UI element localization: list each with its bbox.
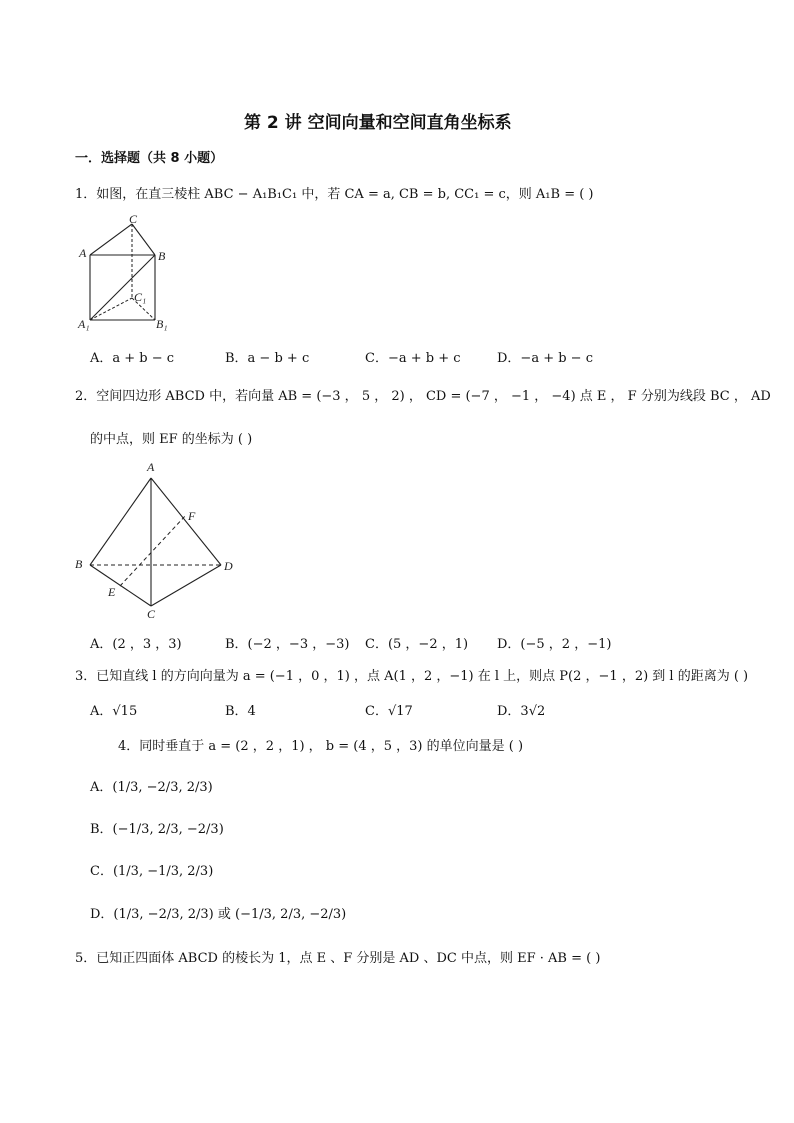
edge-CD xyxy=(151,565,221,606)
question-2-option-d[interactable]: D．(−5 ，2 ，−1) xyxy=(497,637,612,652)
question-2-tetrahedron-figure xyxy=(72,458,242,622)
page-title: 第 2 讲 空间向量和空间直角坐标系 xyxy=(244,113,512,133)
question-3-option-c[interactable]: C．√17 xyxy=(365,704,413,719)
label-B: B xyxy=(158,249,166,263)
segment-EF xyxy=(120,515,186,586)
question-2-option-a[interactable]: A．(2 ，3 ，3) xyxy=(90,637,182,652)
question-2-option-c[interactable]: C．(5 ，−2 ，1) xyxy=(365,637,469,652)
label-A1: A₁ xyxy=(78,317,90,331)
question-1-option-d[interactable]: D．−a + b − c xyxy=(497,351,593,366)
question-2-stem-line2: 的中点，则 EF 的坐标为 ( ) xyxy=(90,432,253,447)
label-C: C xyxy=(147,607,156,621)
section-heading: 一．选择题（共 8 小题） xyxy=(75,151,224,166)
question-5-stem: 5．已知正四面体 ABCD 的棱长为 1，点 E 、F 分别是 AD 、DC 中点，则 EF · AB = ( ) xyxy=(75,951,601,966)
edge-AD xyxy=(151,478,221,565)
question-4-option-b[interactable]: B．(−1/3, 2/3, −2/3) xyxy=(90,822,224,837)
question-1-prism-figure xyxy=(72,214,182,336)
label-A: A xyxy=(147,460,155,474)
question-1-option-a[interactable]: A．a + b − c xyxy=(90,351,175,366)
edge-CB xyxy=(132,224,155,255)
label-E: E xyxy=(108,585,116,599)
label-D: D xyxy=(224,559,233,573)
question-4-stem: 4．同时垂直于 a = (2 ，2 ，1) ， b = (4 ，5 ，3) 的单位向量是 ( ) xyxy=(118,739,524,754)
edge-AC xyxy=(90,224,132,255)
label-C1: C₁ xyxy=(134,290,147,304)
label-B1: B₁ xyxy=(156,317,168,331)
label-A: A xyxy=(79,246,87,260)
question-2-stem-line1: 2．空间四边形 ABCD 中，若向量 AB = (−3 ， 5 ， 2) ， CD = (−7 ， −1 ， −4) 点 E ， F 分别为线段 BC ， AD xyxy=(75,389,771,404)
question-3-option-b[interactable]: B．4 xyxy=(225,704,256,719)
edge-A1C1 xyxy=(90,298,132,320)
question-4-option-d[interactable]: D．(1/3, −2/3, 2/3) 或 (−1/3, 2/3, −2/3) xyxy=(90,907,347,922)
question-1-stem: 1．如图，在直三棱柱 ABC − A₁B₁C₁ 中，若 CA = a, CB = b, CC₁ = c，则 A₁B = ( ) xyxy=(75,187,594,202)
edge-AB xyxy=(90,478,151,565)
question-1-option-c[interactable]: C．−a + b + c xyxy=(365,351,461,366)
question-3-option-a[interactable]: A．√15 xyxy=(90,704,138,719)
question-2-option-b[interactable]: B．(−2 ，−3 ，−3) xyxy=(225,637,350,652)
question-3-stem: 3．已知直线 l 的方向向量为 a = (−1 ，0 ，1) ，点 A(1 ，2 ，−1) 在 l 上，则点 P(2 ，−1 ，2) 到 l 的距离为 ( ) xyxy=(75,669,749,684)
question-4-option-a[interactable]: A．(1/3, −2/3, 2/3) xyxy=(90,780,213,795)
label-C: C xyxy=(129,214,138,226)
segment-A1B xyxy=(90,255,155,320)
label-F: F xyxy=(188,509,196,523)
question-4-option-c[interactable]: C．(1/3, −1/3, 2/3) xyxy=(90,864,214,879)
question-1-option-b[interactable]: B．a − b + c xyxy=(225,351,310,366)
question-3-option-d[interactable]: D．3√2 xyxy=(497,704,546,719)
label-B: B xyxy=(75,557,83,571)
